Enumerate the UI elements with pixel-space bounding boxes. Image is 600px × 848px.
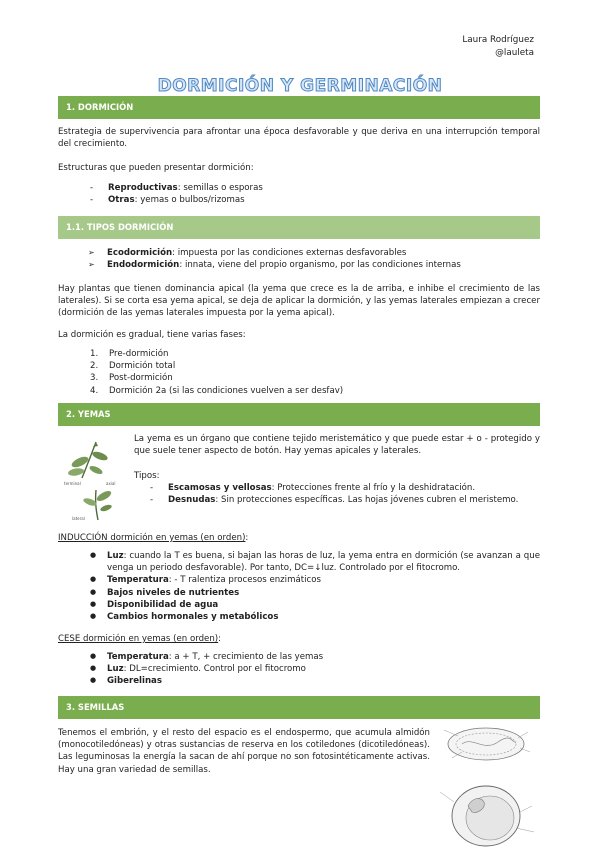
term: Desnudas [168, 495, 216, 506]
section-3-heading: 3. SEMILLAS [58, 696, 540, 719]
term-desc: : impuesta por las condiciones externas desfavorables [172, 248, 407, 258]
term: Temperatura [107, 652, 169, 662]
list-item [90, 372, 343, 384]
structures-intro-text: Estructuras que pueden presentar dormición: [58, 163, 254, 173]
dormancy-types-list [88, 247, 461, 271]
item-number: 4. [90, 385, 99, 396]
bud-description [134, 433, 540, 457]
bud-types-list [150, 482, 518, 506]
list-item [90, 360, 343, 372]
list-item [88, 611, 540, 623]
item-number: 2. [90, 361, 99, 372]
term: Disponibilidad de agua [107, 599, 219, 610]
term: Escamosas y vellosas [168, 483, 272, 493]
section-2-heading: 2. YEMAS [58, 403, 540, 426]
author-name: Laura Rodríguez [462, 35, 534, 45]
item-text: Dormición total [109, 361, 176, 372]
list-item [88, 599, 540, 611]
list-item [88, 587, 540, 599]
list-item [90, 348, 343, 360]
list-item [88, 574, 540, 586]
term: Temperatura [107, 575, 169, 586]
term: Giberelinas [107, 676, 162, 687]
item-text: Pre-dormición [109, 349, 169, 359]
bud-illustration [62, 438, 126, 522]
term-desc: : DL=crecimiento. Control por el fitocromo [123, 664, 306, 675]
seed-diagram [432, 722, 542, 848]
induction-title: INDUCCIÓN dormición en yemas (en orden): [58, 533, 249, 543]
figure-label-lateral: lateral [72, 516, 85, 521]
term-desc: : semillas o esporas [177, 183, 263, 193]
structures-list [90, 182, 263, 206]
section-1-heading: 1. DORMICIÓN [58, 96, 540, 119]
term: Luz [107, 551, 124, 561]
seeds-paragraph [58, 727, 430, 776]
list-item [90, 194, 263, 206]
page-title [0, 74, 600, 98]
item-number: 1. [90, 349, 99, 359]
term: Ecodormición [107, 248, 173, 258]
list-item [150, 494, 518, 506]
term: Otras [108, 195, 135, 206]
section-1-intro [58, 126, 540, 150]
term: Bajos niveles de nutrientes [107, 587, 240, 598]
list-item [90, 385, 343, 397]
list-item [88, 651, 540, 663]
bud-types-intro-text: Tipos: [134, 471, 160, 481]
seed-cross-section-icon [432, 722, 542, 848]
section-1-1-heading: 1.1. TIPOS DORMICIÓN [58, 216, 540, 239]
phases-intro-text: La dormición es gradual, tiene varias fases: [58, 330, 246, 340]
bud-types-intro [134, 470, 334, 482]
term: Cambios hormonales y metabólicos [107, 612, 279, 623]
term-desc: : cuando la T es buena, si bajan las horas de luz, la yema entra en dormición (se avanzan a que venga un periodo desfavorable). Por tanto, DC=↓luz. Controlado por el fitocromo. [107, 551, 540, 574]
list-item [88, 259, 461, 271]
induction-list [88, 550, 540, 623]
term-desc: : a + T, + crecimiento de las yemas [168, 652, 324, 662]
list-item [88, 247, 461, 259]
term: Endodormición [107, 260, 180, 271]
author-block [462, 34, 534, 60]
term-desc: : - T ralentiza procesos enzimáticos [168, 575, 321, 586]
item-text: Dormición 2a (si las condiciones vuelven a ser desfav) [109, 385, 344, 396]
cese-title-text: CESE dormición en yemas (en orden) [58, 634, 219, 644]
figure-label-axial: axial [106, 481, 116, 486]
intro-paragraph: Estrategia de supervivencia para afrontar una época desfavorable y que deriva en una interrupción temporal del crecimiento. [58, 127, 540, 150]
figure-label-terminal: terminal [64, 481, 81, 486]
seeds-text: Tenemos el embrión, y el resto del espacio es el endospermo, que acumula almidón (monocotiledóneas) y otras sustancias de reserva en los cotiledones (dicotiledóneas). Las leguminosas la energía la sacan de ahí porque no son fotosintéticamente activas. Hay una gran variedad de semillas. [58, 728, 430, 775]
item-text: Post-dormición [109, 373, 173, 384]
term-desc: : Sin protecciones específicas. Las hojas jóvenes cubren el meristemo. [215, 495, 519, 506]
list-item [88, 675, 540, 687]
list-item [150, 482, 518, 494]
phases-list [90, 348, 343, 397]
cese-title: CESE dormición en yemas (en orden): [58, 634, 222, 644]
item-number: 3. [90, 373, 99, 384]
structures-intro [58, 162, 540, 174]
apical-paragraph [58, 283, 540, 320]
apical-text: Hay plantas que tienen dominancia apical (la yema que crece es la de arriba, e inhibe el crecimiento de las laterales). Si se corta esa yema apical, se deja de aplicar la dormición, y las yemas laterales empiezan a crecer (dormición de las yemas laterales impuesta por la yema apical). [58, 284, 540, 319]
cese-list [88, 651, 540, 688]
phases-intro [58, 329, 540, 341]
induction-title-text: INDUCCIÓN dormición en yemas (en orden) [58, 533, 246, 543]
list-item [90, 182, 263, 194]
term-desc: : yemas o bulbos/rizomas [134, 195, 245, 206]
term-desc: : Protecciones frente al frío y la deshidratación. [271, 483, 476, 493]
list-item [88, 550, 540, 574]
term: Reproductivas [108, 183, 178, 193]
plant-sprig-icon [62, 438, 126, 522]
page-title-text: DORMICIÓN Y GERMINACIÓN [157, 76, 443, 96]
list-item [88, 663, 540, 675]
bud-description-text: La yema es un órgano que contiene tejido meristemático y que puede estar + o - protegido y que suele tener aspecto de botón. Hay yemas apicales y laterales. [134, 434, 540, 457]
author-handle: @lauleta [495, 47, 534, 58]
term: Luz [107, 664, 124, 675]
term-desc: : innata, viene del propio organismo, por las condiciones internas [179, 260, 461, 271]
